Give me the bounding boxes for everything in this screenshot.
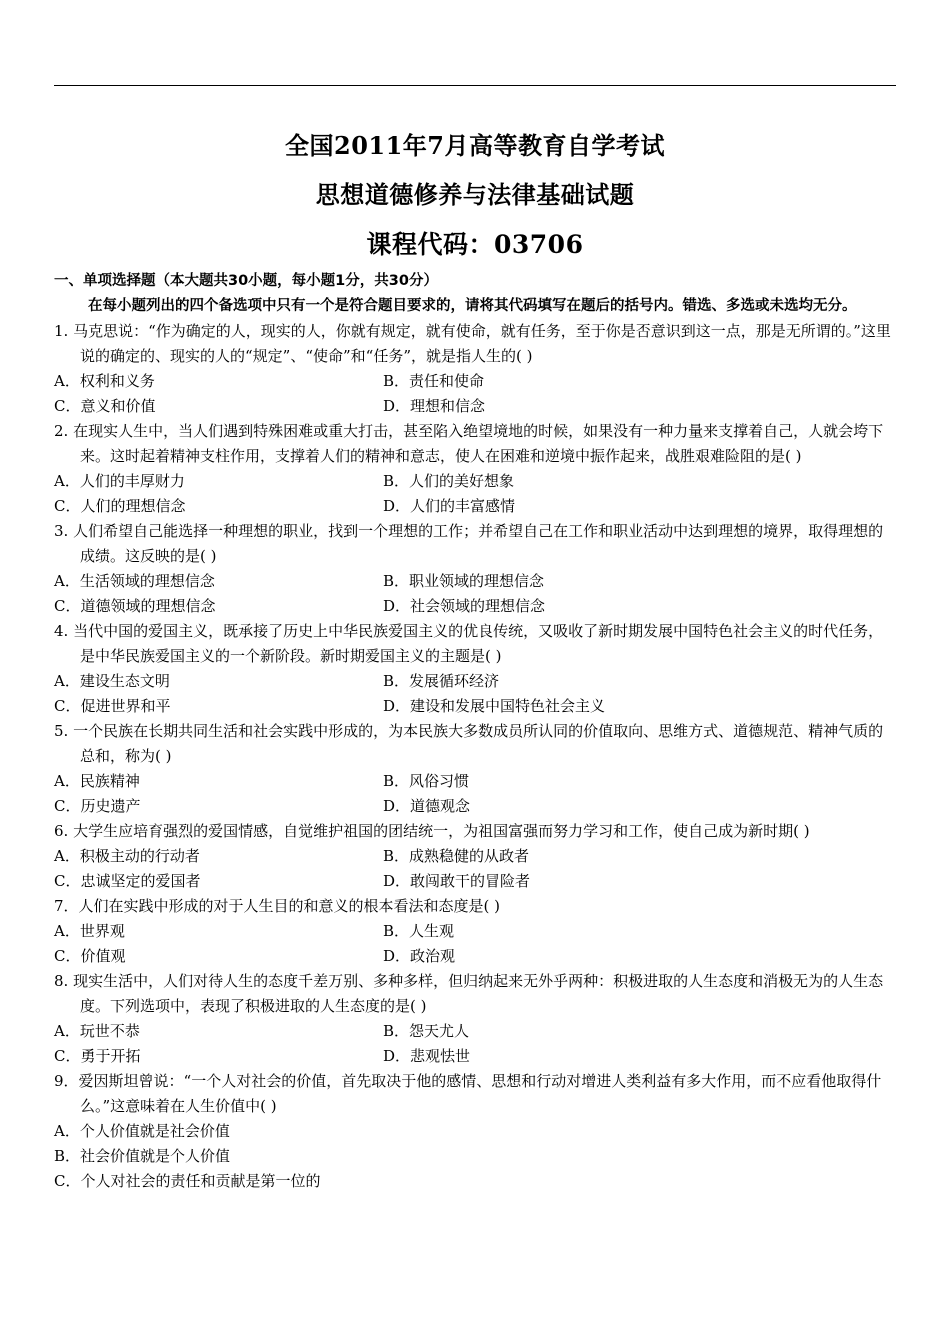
question-9 — [54, 1069, 898, 1194]
option-a: A．生活领域的理想信念 — [54, 572, 215, 590]
option-b: B．人们的美好想象 — [383, 472, 515, 490]
option-b: B．风俗习惯 — [383, 772, 470, 790]
option-a: A．世界观 — [54, 922, 125, 940]
option-d: D．敢闯敢干的冒险者 — [383, 872, 531, 890]
question-3 — [54, 519, 898, 619]
option-b: B．职业领域的理想信念 — [383, 572, 545, 590]
section-instruction: 在每小题列出的四个备选项中只有一个是符合题目要求的，请将其代码填写在题后的括号内。错选、多选或未选均无分。 — [88, 298, 857, 314]
option-d: D．理想和信念 — [383, 397, 486, 415]
question-stem: 2. 在现实人生中，当人们遇到特殊困难或重大打击，甚至陷入绝望境地的时候，如果没有一种力量来支撑着自己，人就会垮下来。这时起着精神支柱作用，支撑着人们的精神和意志，使人在困难和逆境中振作起来，战胜艰难险阻的是( ) — [54, 422, 884, 465]
question-7 — [54, 894, 898, 969]
exam-subject: 思想道德修养与法律基础试题 — [315, 180, 635, 209]
option-c: C．人们的理想信念 — [54, 497, 186, 515]
option-a: A．玩世不恭 — [54, 1022, 140, 1040]
option-d: D．悲观怯世 — [383, 1047, 471, 1065]
top-rule — [54, 85, 896, 86]
question-8 — [54, 969, 898, 1069]
question-1 — [54, 319, 898, 419]
question-5 — [54, 719, 898, 819]
option-a: A．积极主动的行动者 — [54, 847, 200, 865]
question-stem: 9．爱因斯坦曾说：“一个人对社会的价值，首先取决于他的感情、思想和行动对增进人类利益有多大作用，而不应看他取得什么。”这意味着在人生价值中( ) — [54, 1072, 882, 1115]
option-c: C．意义和价值 — [54, 397, 156, 415]
option-b: B．怨天尤人 — [383, 1022, 470, 1040]
option-d: D．人们的丰富感情 — [383, 497, 516, 515]
option-c: C．价值观 — [54, 947, 126, 965]
question-2 — [54, 419, 898, 519]
question-stem: 3. 人们希望自己能选择一种理想的职业，找到一个理想的工作；并希望自己在工作和职业活动中达到理想的境界，取得理想的成绩。这反映的是( ) — [54, 522, 884, 565]
question-stem: 8. 现实生活中，人们对待人生的态度千差万别、多种多样，但归纳起来无外乎两种：积极进取的人生态度和消极无为的人生态度。下列选项中，表现了积极进取的人生态度的是( ) — [54, 972, 884, 1015]
option-a: A．权利和义务 — [54, 372, 155, 390]
option-c: C．促进世界和平 — [54, 697, 171, 715]
exam-title: 全国2011年7月高等教育自学考试 — [285, 131, 665, 160]
option-c: C．个人对社会的责任和贡献是第一位的 — [54, 1172, 321, 1190]
question-stem: 5. 一个民族在长期共同生活和社会实践中形成的，为本民族大多数成员所认同的价值取向、思维方式、道德规范、精神气质的总和，称为( ) — [54, 722, 884, 765]
exam-content — [54, 269, 898, 1194]
course-code: 课程代码：03706 — [366, 230, 584, 259]
option-c: C．道德领域的理想信念 — [54, 597, 216, 615]
option-c: C．忠诚坚定的爱国者 — [54, 872, 201, 890]
question-4 — [54, 619, 898, 719]
option-b: B．社会价值就是个人价值 — [54, 1147, 231, 1165]
question-stem: 1. 马克思说：“作为确定的人，现实的人，你就有规定，就有使命，就有任务，至于你是否意识到这一点，那是无所谓的。”这里说的确定的、现实的人的“规定”、“使命”和“任务”，就是指人生的( ) — [54, 322, 891, 365]
option-c: C．历史遗产 — [54, 797, 141, 815]
option-c: C．勇于开拓 — [54, 1047, 141, 1065]
option-a: A．建设生态文明 — [54, 672, 170, 690]
option-b: B．责任和使命 — [383, 372, 485, 390]
option-b: B．成熟稳健的从政者 — [383, 847, 530, 865]
option-a: A．民族精神 — [54, 772, 140, 790]
option-d: D．道德观念 — [383, 797, 471, 815]
option-d: D．建设和发展中国特色社会主义 — [383, 697, 606, 715]
option-a: A．个人价值就是社会价值 — [54, 1122, 230, 1140]
option-d: D．社会领域的理想信念 — [383, 597, 546, 615]
question-stem: 7．人们在实践中形成的对于人生目的和意义的根本看法和态度是( ) — [54, 897, 501, 915]
option-d: D．政治观 — [383, 947, 456, 965]
question-stem: 6. 大学生应培育强烈的爱国情感，自觉维护祖国的团结统一，为祖国富强而努力学习和工作，使自己成为新时期( ) — [54, 822, 810, 840]
question-stem: 4. 当代中国的爱国主义，既承接了历史上中华民族爱国主义的优良传统，又吸收了新时期发展中国特色社会主义的时代任务，是中华民族爱国主义的一个新阶段。新时期爱国主义的主题是( ) — [54, 622, 884, 665]
question-6 — [54, 819, 898, 894]
option-b: B．发展循环经济 — [383, 672, 500, 690]
option-a: A．人们的丰厚财力 — [54, 472, 185, 490]
section-heading: 一、单项选择题（本大题共30小题，每小题1分，共30分） — [54, 273, 438, 289]
option-b: B．人生观 — [383, 922, 455, 940]
